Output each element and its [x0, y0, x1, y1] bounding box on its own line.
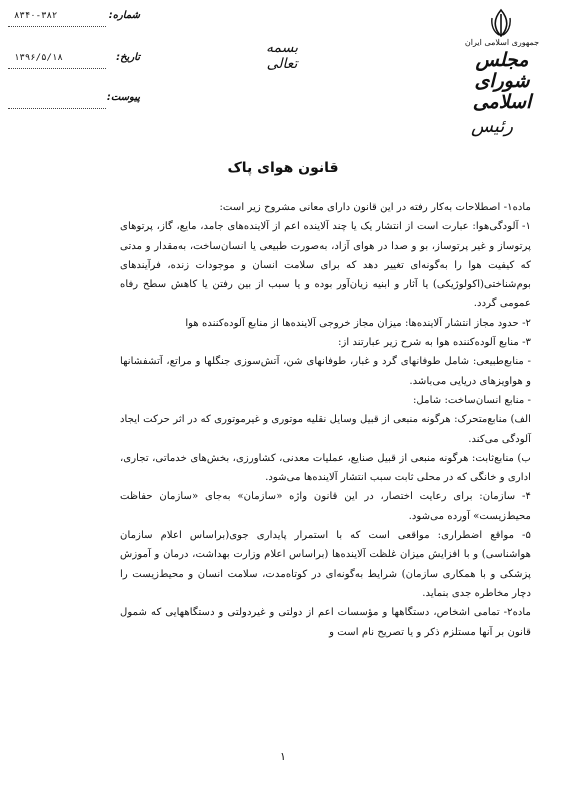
- article-2-text: ماده۲- تمامی اشخاص، دستگاهها و مؤسسات اعم از دولتی و غیردولتی و دستگاههایی که شمول قانون بر آنها مستلزم ذکر و یا تصریح نام است و: [120, 607, 531, 638]
- natural-sources-item: - منابع‌طبیعی: شامل طوفانهای گرد و غبار، طوفانهای شن، آتش‌سوزی جنگلها و مراتع، آتشفشانها و هواویزهای دریایی می‌باشد.: [120, 356, 531, 387]
- definition-emission-limits: ۲- حدود مجاز انتشار آلاینده‌ها: میزان مجاز خروجی آلاینده‌ها از منابع آلوده‌کننده هوا: [185, 317, 531, 329]
- letter-number-label: شماره:: [108, 10, 140, 21]
- definition-organization: ۴- سازمان: برای رعایت اختصار، در این قانون واژه «سازمان» به‌جای «سازمان حفاظت محیط‌زیست» آورده می‌شود.: [120, 491, 531, 522]
- letter-date-value: ۱۳۹۶/۵/۱۸: [14, 53, 63, 63]
- org-subtitle: جمهوری اسلامی ایران: [464, 38, 540, 47]
- mobile-sources-item: الف) منابع‌متحرک: هرگونه منبعی از قبیل وسایل نقلیه موتوری و غیرموتوری که در اثر حرکت ایجاد آلودگی می‌کند.: [120, 414, 531, 445]
- org-name: مجلس شورای اسلامی: [472, 49, 532, 113]
- attachment-underline: [8, 108, 106, 109]
- bismillah-heading: بسمه تعالی: [266, 40, 298, 72]
- definition-emergency: ۵- مواقع اضطراری: مواقعی است که با استمرار پایداری جوی(براساس اعلام سازمان هواشناسی) و با افزایش میزان غلظت آلاینده‌ها (براساس اعلام وزارت بهداشت، درمان و آموزش پزشکی و با همکاری سازمان) شرایط به‌گونه‌ای در کوتاه‌مدت، سلامت انسان و محیط‌زیست را دچار مخاطره جدی بنماید.: [120, 530, 531, 599]
- letter-date-label: تاریخ:: [116, 52, 140, 63]
- date-underline: [8, 68, 106, 69]
- stationary-sources-item: ب) منابع‌ثابت: هرگونه منبعی از قبیل صنایع، عملیات معدنی، کشاورزی، بخش‌های خدماتی، تجاری، اداری و خانگی که در محلی ثابت سبب انتشار آلاینده‌ها می‌شود.: [120, 452, 531, 484]
- document-title: قانون هوای پاک: [227, 160, 339, 176]
- attachment-row: [14, 90, 140, 106]
- law-body: [120, 198, 531, 642]
- number-underline: [8, 26, 106, 27]
- emblem-icon: [486, 8, 516, 38]
- man-made-sources-item: - منابع انسان‌ساخت: شامل:: [412, 394, 531, 406]
- signatory-role: رئیس: [470, 116, 514, 137]
- letter-date-row: [14, 50, 140, 66]
- attachment-label: پیوست:: [106, 92, 140, 103]
- page-number: ۱: [280, 750, 286, 763]
- definition-air-pollution: ۱- آلودگی‌هوا: عبارت است از انتشار یک یا چند آلاینده اعم از آلاینده‌های جامد، مایع، گاز، پرتوهای پرتوساز و غیر پرتوساز، بو و صدا در هوای آزاد، به‌صورت طبیعی یا انسان‌ساخت، به‌مقدار و مدتی که کیفیت هوا را به‌گونه‌ای تغییر دهد که برای سلامت انسان و موجودات زنده، فرآیندهای بوم‌شناختی(اکولوژیکی) یا آثار و ابنیه زیان‌آور بوده و یا سبب از بین رفتن یا کاهش سطح رفاه عمومی گردد.: [120, 221, 531, 310]
- definition-pollution-sources: ۳- منابع آلوده‌کننده هوا به شرح زیر عبارتند از:: [338, 337, 531, 349]
- article-1-heading: ماده۱- اصطلاحات به‌کار رفته در این قانون دارای معانی مشروح زیر است:: [219, 202, 531, 213]
- letter-number-value: ۸۳۴۰-۳۸۲: [14, 11, 58, 21]
- letter-number-row: [14, 8, 140, 24]
